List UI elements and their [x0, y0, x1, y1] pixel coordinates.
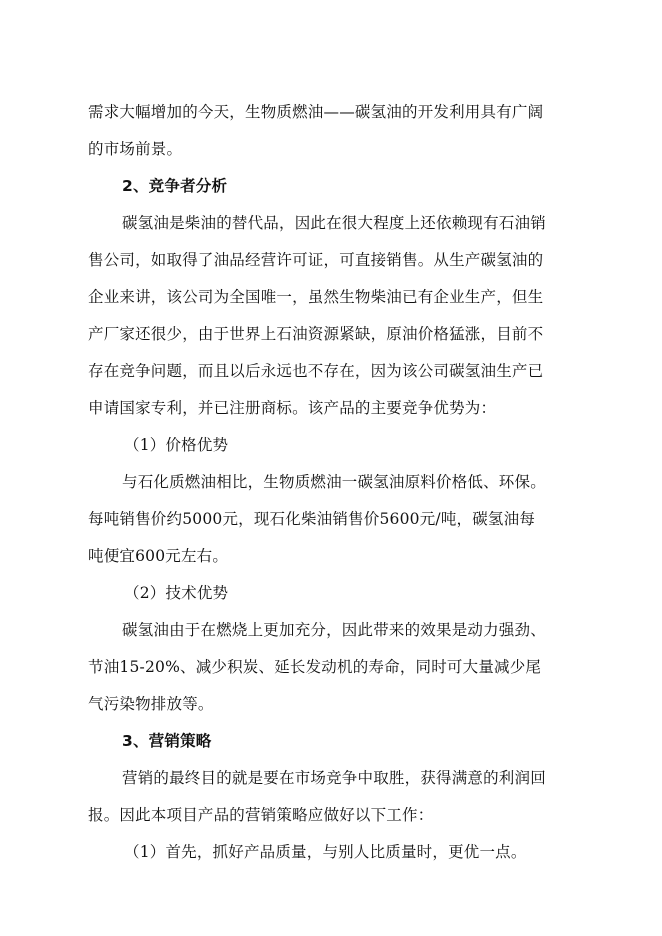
subheading-price-advantage: （1）价格优势 [124, 436, 229, 454]
paragraph-line: 每吨销售价约5000元，现石化柴油销售价5600元/吨，碳氢油每 [88, 510, 536, 528]
paragraph-line: 营销的最终目的就是要在市场竞争中取胜，获得满意的利润回 [122, 769, 546, 787]
paragraph-line: 企业来讲，该公司为全国唯一，虽然生物柴油已有企业生产，但生 [88, 288, 544, 306]
paragraph-line: 碳氢油由于在燃烧上更加充分，因此带来的效果是动力强劲、 [122, 621, 546, 639]
paragraph-line: 气污染物排放等。 [88, 695, 214, 713]
paragraph-line: 与石化质燃油相比，生物质燃油一碳氢油原料价格低、环保。 [122, 473, 546, 491]
paragraph-line: （1）首先，抓好产品质量，与别人比质量时，更优一点。 [124, 843, 527, 861]
paragraph-line: 申请国家专利，并已注册商标。该产品的主要竞争优势为： [88, 399, 497, 417]
subheading-technology-advantage: （2）技术优势 [124, 584, 229, 602]
paragraph-line: 存在竞争问题，而且以后永远也不存在，因为该公司碳氢油生产已 [88, 362, 544, 380]
paragraph-line: 的市场前景。 [88, 140, 183, 158]
paragraph-line: 需求大幅增加的今天，生物质燃油——碳氢油的开发利用具有广阔 [88, 103, 544, 121]
paragraph-line: 售公司，如取得了油品经营许可证，可直接销售。从生产碳氢油的 [88, 251, 544, 269]
section-heading-marketing-strategy: 3、营销策略 [122, 732, 212, 750]
paragraph-line: 碳氢油是柴油的替代品，因此在很大程度上还依赖现有石油销 [122, 214, 546, 232]
paragraph-line: 产厂家还很少，由于世界上石油资源紧缺，原油价格猛涨，目前不 [88, 325, 544, 343]
paragraph-line: 节油15-20%、减少积炭、延长发动机的寿命，同时可大量减少尾 [88, 658, 542, 676]
paragraph-line: 报。因此本项目产品的营销策略应做好以下工作： [88, 806, 434, 824]
paragraph-line: 吨便宜600元左右。 [88, 547, 229, 565]
section-heading-competitor-analysis: 2、竞争者分析 [122, 177, 228, 195]
